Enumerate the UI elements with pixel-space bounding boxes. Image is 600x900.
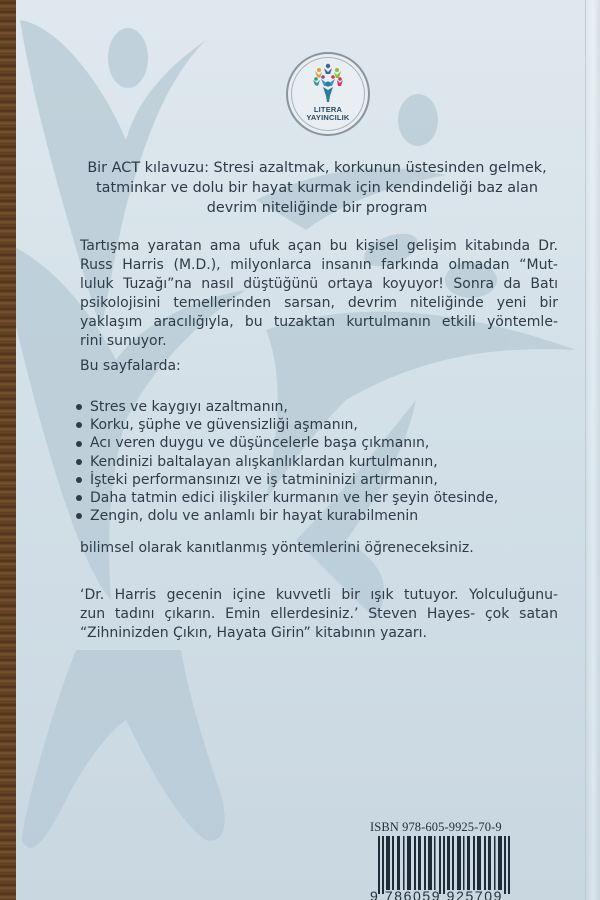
list-item	[76, 416, 498, 434]
list-item	[76, 489, 498, 507]
barcode-icon	[372, 836, 514, 894]
wooden-surface	[0, 0, 16, 900]
logo-name: LITERA	[313, 105, 343, 114]
list-intro: Bu sayfalarda:	[80, 358, 181, 374]
list-item	[76, 434, 498, 452]
paragraph-line: Russ Harris (M.D.), milyonlarca insanın farkında olmadan “Mut-	[80, 257, 558, 273]
quote-line: zun tadını çıkarın. Emin ellerdesiniz.’ Steven Hayes- çok satan	[80, 606, 558, 622]
cover-right-edge	[585, 0, 600, 900]
list-item-text: Kendinizi baltalayan alışkanlıklardan kurtulmanın,	[90, 453, 438, 470]
benefits-list	[76, 398, 498, 525]
bullet-icon	[76, 495, 82, 501]
paragraph-line: Tartışma yaratan ama ufuk açan bu kişisel gelişim kitabında Dr.	[80, 238, 558, 254]
list-item	[76, 507, 498, 525]
quote-line: ‘Dr. Harris gecenin içine kuvvetli bir ışık tutuyor. Yolculuğunu-	[80, 587, 558, 603]
tree-people-icon	[312, 62, 344, 106]
tagline	[80, 158, 554, 218]
bullet-icon	[76, 477, 82, 483]
bullet-icon	[76, 459, 82, 465]
list-item-text: Acı veren duygu ve düşüncelerle başa çıkmanın,	[90, 435, 430, 452]
paragraph-line: luluk Tuzağı”na nasıl düştüğünü ortaya koyuyor! Sonra da Batı	[80, 276, 558, 292]
book-back-cover	[16, 0, 600, 900]
tagline-line: tatminkar ve dolu bir hayat kurmak için kendindeliği baz alan	[96, 180, 538, 196]
endorsement-quote	[80, 586, 558, 643]
tagline-line: Bir ACT kılavuzu: Stresi azaltmak, korkunun üstesinden gelmek,	[87, 160, 547, 176]
publisher-logo	[286, 52, 370, 136]
list-item-text: Korku, şüphe ve güvensizliği aşmanın,	[90, 417, 358, 434]
list-item	[76, 398, 498, 416]
conclusion-text: bilimsel olarak kanıtlanmış yöntemlerini öğreneceksiniz.	[80, 540, 474, 556]
list-item-text: Zengin, dolu ve anlamlı bir hayat kurabilmenin	[90, 508, 419, 525]
list-item-text: Daha tatmin edici ilişkiler kurmanın ve her şeyin ötesinde,	[90, 490, 499, 507]
isbn-label: ISBN 978-605-9925-70-9	[370, 820, 502, 834]
list-item	[76, 453, 498, 471]
paragraph-line: psikolojisini temellerinden sarsan, devrim niteliğinde yeni bir	[80, 295, 558, 311]
intro-paragraph	[80, 237, 558, 351]
list-item-text: Stres ve kaygıyı azaltmanın,	[90, 399, 288, 415]
logo-subtitle: YAYINCILIK	[306, 113, 350, 122]
paragraph-line: yaklaşım aracılığıyla, bu tuzaktan kurtulmanın etkili yöntemle-	[80, 314, 558, 330]
list-item	[76, 471, 498, 489]
bullet-icon	[76, 441, 82, 447]
bullet-icon	[76, 404, 82, 410]
quote-line: “Zihninizden Çıkın, Hayata Girin” kitabının yazarı.	[80, 625, 427, 641]
tagline-line: devrim niteliğinde bir program	[206, 200, 428, 216]
barcode-digits: 9 786059 925709	[370, 888, 503, 900]
isbn-barcode	[370, 820, 530, 900]
bullet-icon	[76, 513, 82, 519]
list-item-text: İşteki performansınızı ve iş tatmininizi artırmanın,	[90, 471, 438, 488]
bullet-icon	[76, 422, 82, 428]
paragraph-line: rini sunuyor.	[80, 333, 167, 349]
